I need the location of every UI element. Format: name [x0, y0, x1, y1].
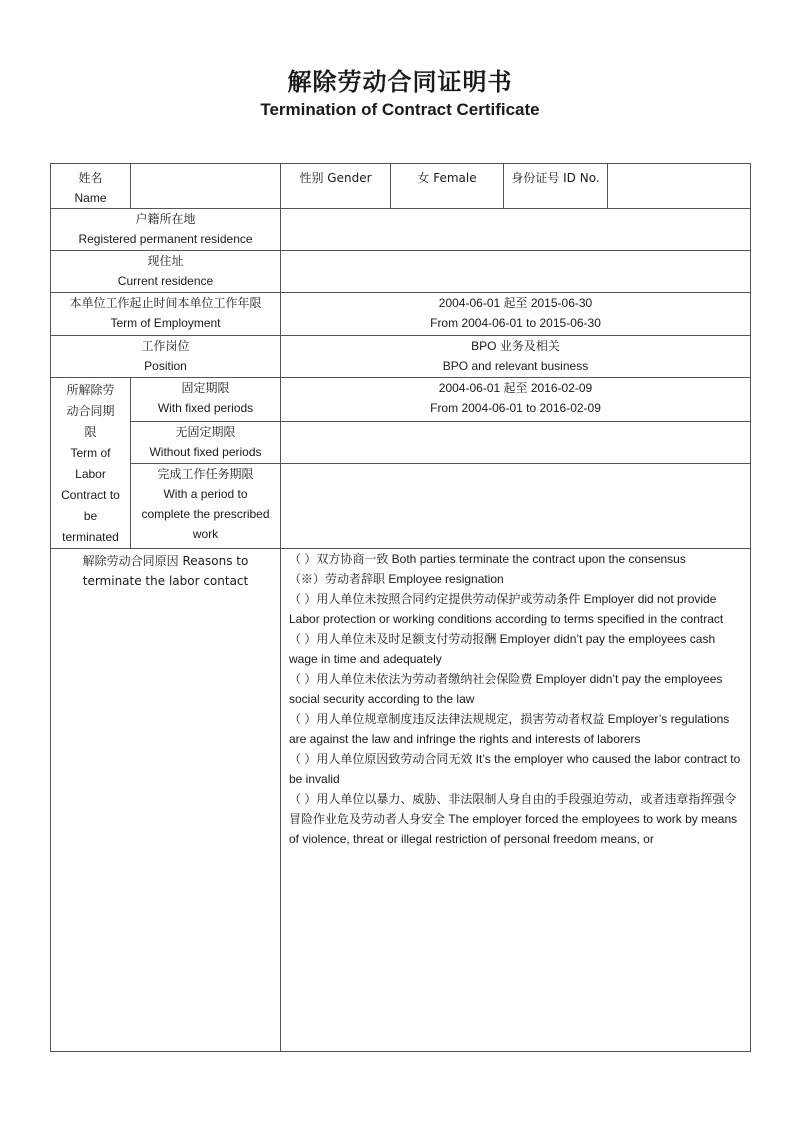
table-row-registered-residence: [51, 209, 751, 251]
contract-type-label-cell: [51, 378, 131, 549]
reason-option[interactable]: （ ）用人单位未依法为劳动者缴纳社会保险费 Employer didn’t pay the employees social security according to the law: [289, 672, 723, 706]
table-row-name: [51, 164, 751, 209]
gender-label-cell: 性别 Gender: [281, 164, 391, 209]
task-period-label-en: work: [192, 526, 219, 541]
current-residence-label-en: Current residence: [117, 274, 214, 288]
reasons-label-line: 解除劳动合同原因 Reasons to: [82, 554, 249, 568]
name-label-en: Name: [74, 191, 107, 205]
reason-option[interactable]: （ ）用人单位规章制度违反法律法规规定，损害劳动者权益 Employer’s regulations are against the law and infringe the rights and interests of laborers: [289, 712, 730, 746]
task-period-label-en: With a period to: [163, 486, 248, 501]
document-title-en: Termination of Contract Certificate: [260, 100, 540, 119]
contract-type-label-line: be: [83, 509, 98, 523]
reason-option[interactable]: （ ）用人单位以暴力、威胁、非法限制人身自由的手段强迫劳动，或者违章指挥强令冒险作业危及劳动者人身安全 The employer forced the employees to work by means of violence, threat or illegal restriction of personal freedom means, or: [289, 792, 738, 846]
position-value-en: BPO and relevant business: [442, 359, 589, 373]
gender-value-cell[interactable]: 女 Female: [391, 164, 504, 209]
reasons-list-cell: [281, 549, 751, 1052]
contract-type-label-line: terminated: [62, 530, 119, 544]
name-value-cell[interactable]: [131, 164, 281, 209]
registered-residence-label-cn: 户籍所在地: [135, 212, 196, 226]
reasons-label-cell: [51, 549, 281, 1052]
fixed-period-value-en: From 2004-06-01 to 2016-02-09: [430, 401, 601, 415]
task-period-label-en: complete the prescribed: [141, 506, 270, 521]
contract-type-label-line: Term of: [70, 446, 111, 460]
fixed-period-value-cell: [281, 378, 751, 422]
position-value-cell: [281, 336, 751, 378]
table-row-without-fixed-period: [51, 421, 751, 463]
reasons-label-line: terminate the labor contact: [82, 574, 249, 588]
current-residence-value-cell[interactable]: [281, 251, 751, 293]
contract-type-label-line: 动合同期: [66, 404, 115, 418]
reason-option[interactable]: （ ）用人单位原因致劳动合同无效 It’s the employer who caused the labor contract to be invalid: [289, 752, 741, 786]
without-fixed-label-cell: [131, 421, 281, 463]
contract-type-label-line: Labor: [75, 467, 106, 481]
id-value-cell[interactable]: [608, 164, 751, 209]
registered-residence-label-cell: [51, 209, 281, 251]
current-residence-label-cn: 现住址: [147, 254, 184, 268]
reason-option[interactable]: （ ）用人单位未按照合同约定提供劳动保护或劳动条件 Employer did not provide Labor protection or working conditions according to terms specified in the contract: [289, 592, 724, 626]
reason-option[interactable]: （ ）双方协商一致 Both parties terminate the contract upon the consensus: [289, 552, 686, 566]
term-value-cell: [281, 293, 751, 336]
without-fixed-label-cn: 无固定期限: [175, 424, 236, 439]
contract-type-label-line: 限: [84, 425, 97, 439]
current-residence-label-cell: [51, 251, 281, 293]
fixed-period-label-cell: [131, 378, 281, 422]
table-row-term-of-employment: [51, 293, 751, 336]
fixed-period-label-en: With fixed periods: [157, 401, 254, 415]
position-label-cn: 工作岗位: [141, 339, 190, 353]
task-period-label-cell: [131, 463, 281, 548]
document-title-cn: 解除劳动合同证明书: [287, 68, 513, 96]
name-label-cn: 姓名: [78, 171, 103, 185]
term-label-en: Term of Employment: [110, 316, 221, 330]
contract-type-label-line: 所解除劳: [66, 383, 115, 397]
position-label-en: Position: [144, 359, 187, 373]
table-row-position: [51, 336, 751, 378]
certificate-form-table: [50, 163, 751, 1052]
without-fixed-value-cell[interactable]: [281, 421, 751, 463]
registered-residence-label-en: Registered permanent residence: [78, 232, 253, 246]
table-row-fixed-period: [51, 378, 751, 422]
table-row-task-period: [51, 463, 751, 548]
registered-residence-value-cell[interactable]: [281, 209, 751, 251]
position-label-cell: [51, 336, 281, 378]
name-label-cell: [51, 164, 131, 209]
fixed-period-label-cn: 固定期限: [181, 381, 230, 395]
reason-option[interactable]: （ ）用人单位未及时足额支付劳动报酬 Employer didn’t pay the employees cash wage in time and adequately: [289, 632, 716, 666]
without-fixed-label-en: Without fixed periods: [149, 444, 262, 459]
contract-type-label-line: Contract to: [61, 488, 120, 502]
term-value-cn: 2004-06-01 起至 2015-06-30: [438, 296, 593, 310]
task-period-label-cn: 完成工作任务期限: [157, 466, 254, 481]
table-row-reasons: [51, 549, 751, 1052]
position-value-cn: BPO 业务及相关: [471, 339, 560, 353]
term-value-en: From 2004-06-01 to 2015-06-30: [430, 316, 601, 330]
id-label-cell: 身份证号 ID No.: [504, 164, 608, 209]
fixed-period-value-cn: 2004-06-01 起至 2016-02-09: [438, 381, 593, 395]
term-label-cell: [51, 293, 281, 336]
term-label-cn: 本单位工作起止时间本单位工作年限: [69, 296, 262, 310]
table-row-current-residence: [51, 251, 751, 293]
task-period-value-cell[interactable]: [281, 463, 751, 548]
reason-option[interactable]: （※）劳动者辞职 Employee resignation: [289, 572, 504, 586]
